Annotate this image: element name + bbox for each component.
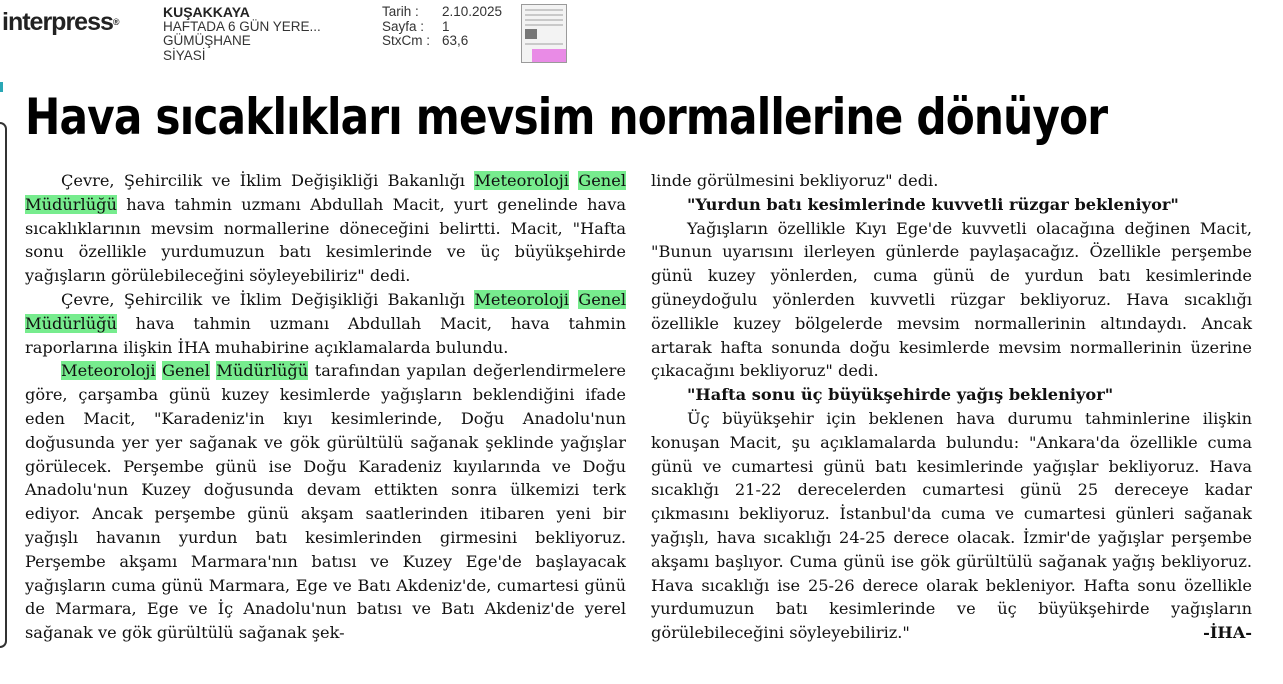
highlight-meteoroloji: Meteoroloji: [61, 361, 156, 381]
article-headline: Hava sıcaklıkları mevsim normallerine dönüyor: [25, 88, 1108, 146]
clipping-meta: [382, 5, 502, 49]
page-thumbnail[interactable]: [521, 4, 567, 63]
article-signature: -İHA-: [1203, 623, 1252, 643]
highlight-mudurlugu: Müdürlüğü: [25, 313, 117, 333]
publication-name: KUŞAKKAYA: [163, 4, 250, 20]
paragraph-4: Yağışların özellikle Kıyı Ege'de kuvvetli olacağına değinen Macit, "Bunun uyarısını ilerleyen günlerde paylaşacağız. Özellikle perşembe günü kuzey yönlerden, cuma günü de yurdun batı kesimlerinde güneydoğulu yönlerden kuvvetli rüzgar bekliyoruz. Hava sıcaklığı özellikle kuzey bölgelerde mevsim normallerinin altındaydı. Ancak artarak hafta sonunda doğu kesimlerde mevsim normallerinin üzerine çıkacağını bekliyoruz" dedi.: [651, 218, 1252, 381]
page-label: Sayfa :: [382, 18, 425, 34]
edge-marker: [0, 82, 3, 92]
logo-text: interpress: [2, 8, 113, 36]
article-column-left: [25, 169, 626, 645]
paragraph-3: Meteoroloji Genel Müdürlüğü tarafından yapılan değerlendirmelere göre, çarşamba günü kuzey kesimlerde yağışların beklendiğini ifade eden Macit, "Karadeniz'in kıyı kesimlerinde, Doğu Anadolu'nun doğusunda yer yer sağanak ve gök gürültülü sağanak şeklinde yağışlar görülecek. Perşembe günü ise Doğu Karadeniz kıyılarında ve Doğu Anadolu'nun Kuzey doğusunda devam ettikten sonra ülkemizi terk ediyor. Ancak perşembe günü akşam saatlerinden itibaren yeni bir yağışlı havanın yurdun batı kesimlerinden girmesini bekliyoruz. Perşembe akşamı Marmara'nın batısı ve Kuzey Ege'de başlayacak yağışların cuma günü Marmara, Ege ve Batı Akdeniz'de, cumartesi günü de Marmara, Ege ve İç Anadolu'nun batısı ve Batı Akdeniz'de yerel sağanak ve gök gürültülü sağanak şek-: [25, 361, 626, 643]
stxcm-value: 63,6: [442, 33, 469, 48]
paragraph-2: Çevre, Şehircilik ve İklim Değişikliği Bakanlığı Meteoroloji Genel Müdürlüğü hava tahmin uzmanı Abdullah Macit, hava tahmin raporlarına ilişkin İHA muhabirine açıklamalarda bulundu.: [25, 289, 626, 357]
highlight-mudurlugu: Müdürlüğü: [216, 361, 309, 381]
date-value: 2.10.2025: [442, 4, 503, 19]
date-label: Tarih :: [382, 4, 419, 19]
highlight-genel: Genel: [578, 171, 626, 190]
page-value: 1: [442, 18, 450, 34]
publication-frequency: HAFTADA 6 GÜN YERE...: [163, 18, 321, 34]
subheading-weekend: "Hafta sonu üç büyükşehirde yağış bekleniyor": [687, 385, 1114, 405]
publication-category: SİYASİ: [163, 47, 206, 63]
subheading-wind: "Yurdun batı kesimlerinde kuvvetli rüzgar bekleniyor": [687, 194, 1179, 214]
paragraph-5: Üç büyükşehir için beklenen hava durumu tahminlerine ilişkin konuşan Macit, şu açıklamalarda bulundu: "Ankara'da özellikle cuma günü ve cumartesi günü batı kesimlerinde yağışlar bekliyoruz. Hava sıcaklığı 21-22 derecelerden cumartesi günü 25 dereceye kadar çıkmasını bekliyoruz. İstanbul'da cuma ve cumartesi günleri sağanak yağışlı, hava sıcaklığı 24-25 derece olacak. İzmir'de yağışlar perşembe akşamı başlıyor. Cuma günü ise gök gürültülü sağanak yağış bekliyoruz. Hava sıcaklığı ise 25-26 derece olarak bekleniyor. Hafta sonu özellikle yurdumuzun batı kesimlerinde ve üç büyükşehirde yağışların görülebileceğini söyleyebiliriz.": [651, 408, 1252, 643]
publication-info: [163, 5, 321, 63]
highlight-genel: Genel: [162, 361, 210, 381]
highlight-genel: Genel: [578, 289, 626, 309]
stxcm-label: StxCm :: [382, 33, 431, 48]
clipping-frame: [0, 122, 7, 648]
publication-city: GÜMÜŞHANE: [163, 33, 251, 48]
highlight-meteoroloji: Meteoroloji: [474, 289, 569, 309]
article-column-right: [651, 169, 1252, 645]
highlight-mudurlugu: Müdürlüğü: [25, 194, 117, 214]
highlight-meteoroloji: Meteoroloji: [474, 171, 569, 190]
paragraph-3-continued: linde görülmesini bekliyoruz" dedi.: [651, 171, 939, 190]
interpress-logo: [2, 8, 120, 36]
paragraph-1: Çevre, Şehircilik ve İklim Değişikliği Bakanlığı Meteoroloji Genel Müdürlüğü hava tahmin uzmanı Abdullah Macit, yurt genelinde hava sıcaklıklarının mevsim normallerine döneceğini belirtti. Macit, "Hafta sonu özellikle yurdumuzun batı kesimlerinde ve üç büyükşehirde yağışların görülebileceğini söyleyebiliriz" dedi.: [25, 171, 626, 286]
registered-mark: ®: [112, 17, 120, 27]
